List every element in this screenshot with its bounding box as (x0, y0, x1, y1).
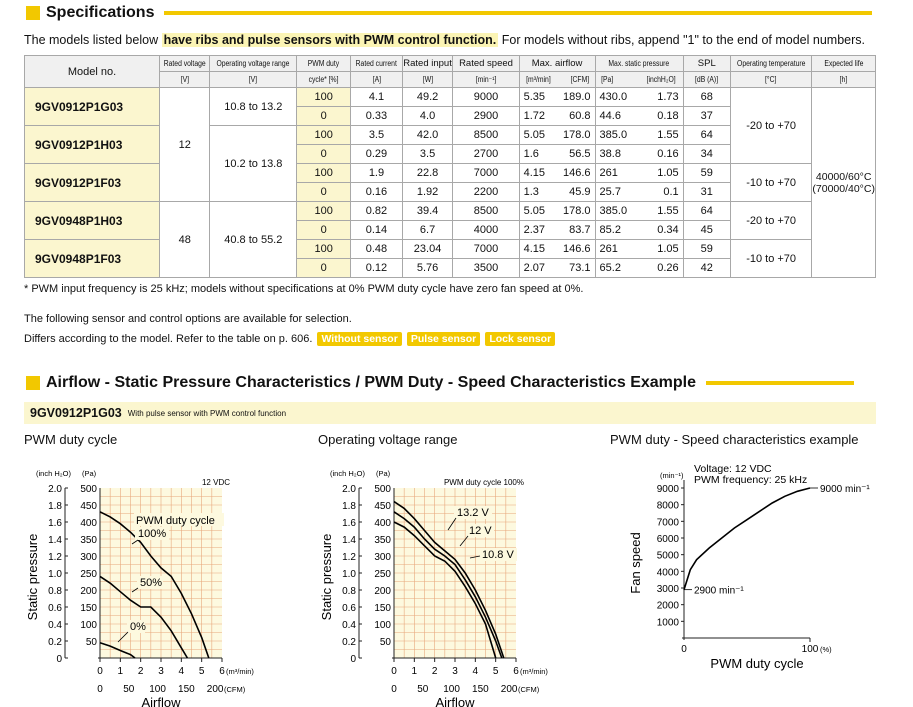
specifications-header (26, 4, 872, 22)
series-line-speed (684, 488, 810, 590)
series-label-2: 0% (130, 621, 146, 633)
x-tick: 4 (178, 666, 185, 677)
y-tick-inch: 0.6 (342, 603, 356, 614)
x2-tick: 0 (391, 684, 397, 695)
y-tick: 2000 (656, 600, 679, 612)
speed-cell: 8500 (453, 126, 519, 145)
y-tick-pa: 300 (374, 552, 391, 563)
y-label: Static pressure (25, 533, 40, 621)
x-label: PWM duty cycle (710, 656, 804, 671)
x2-unit: (CFM) (518, 685, 540, 694)
y-tick: 7000 (656, 517, 679, 529)
hdr-current: Rated current (351, 56, 402, 72)
x2-unit: (CFM) (224, 685, 246, 694)
y-tick: 5000 (656, 550, 679, 562)
y-tick: 3000 (656, 584, 679, 595)
pressure-cell: 44.6 0.18 (595, 107, 683, 126)
pwm-cell: 100 (297, 240, 351, 259)
y-unit-inch: (inch H₂O) (36, 469, 71, 478)
y-tick: 9000 (656, 484, 679, 495)
model-cell: 9GV0912P1G03 (25, 88, 160, 126)
y-tick-pa: 450 (374, 501, 391, 512)
spl-cell: 64 (683, 126, 730, 145)
pwm-cell: 100 (297, 164, 351, 183)
table-row (25, 88, 876, 107)
x-tick: 0 (97, 666, 103, 677)
spec-table (24, 55, 876, 278)
x-tick: 3 (452, 666, 458, 677)
section-rule (164, 11, 872, 15)
label-start: 2900 min⁻¹ (694, 585, 744, 597)
x-tick: 1 (117, 666, 124, 677)
x-unit: (%) (820, 645, 832, 654)
hdr-unit: [°C] (730, 72, 812, 88)
x-tick: 5 (492, 666, 499, 677)
spec-intro (24, 33, 865, 47)
current-cell: 0.33 (351, 107, 402, 126)
temp-cell: -20 to +70 (730, 88, 812, 164)
characteristics-header (26, 374, 854, 392)
spl-cell: 59 (683, 240, 730, 259)
hdr-unit: [Pa] [inchH₂O] (595, 72, 683, 88)
input-cell: 6.7 (402, 221, 453, 240)
y-tick-inch: 1.4 (48, 535, 62, 546)
pressure-cell: 38.8 0.16 (595, 145, 683, 164)
pwm-cell: 100 (297, 88, 351, 107)
y-tick-inch: 0.6 (48, 603, 62, 614)
x2-tick: 100 (443, 684, 460, 695)
table-row (25, 240, 876, 259)
y-label: Static pressure (319, 533, 334, 621)
spl-cell: 59 (683, 164, 730, 183)
hdr-rated-voltage: Rated voltage (160, 56, 210, 72)
input-cell: 39.4 (402, 202, 453, 221)
options-line-1: The following sensor and control options are available for selection. (24, 313, 352, 325)
x-tick: 5 (198, 666, 205, 677)
y-tick-pa: 150 (80, 603, 97, 614)
section-marker (26, 6, 40, 20)
y-tick-inch: 0.8 (342, 586, 356, 597)
speed-cell: 2200 (453, 183, 519, 202)
spl-cell: 37 (683, 107, 730, 126)
hdr-unit: [A] (351, 72, 402, 88)
y-unit-inch: (inch H₂O) (330, 469, 365, 478)
current-cell: 0.48 (351, 240, 402, 259)
x2-tick: 50 (123, 684, 135, 695)
op-range-cell: 10.2 to 13.8 (210, 126, 297, 202)
current-cell: 0.82 (351, 202, 402, 221)
speed-cell: 2900 (453, 107, 519, 126)
label-end: 9000 min⁻¹ (820, 484, 870, 495)
pressure-cell: 65.2 0.26 (595, 259, 683, 278)
y-tick-pa: 400 (80, 518, 97, 529)
pressure-cell: 430.0 1.73 (595, 88, 683, 107)
pwm-cell: 0 (297, 145, 351, 164)
hdr-life: Expected life (812, 56, 876, 72)
temp-cell: -10 to +70 (730, 240, 812, 278)
airflow-cell: 4.15 146.6 (519, 240, 595, 259)
x-label: Airflow (141, 695, 181, 707)
chart-pwm-duty-cycle (20, 462, 290, 707)
current-cell: 0.12 (351, 259, 402, 278)
badge-without-sensor: Without sensor (317, 332, 401, 346)
y-label: Fan speed (628, 532, 643, 594)
y-tick-inch: 2.0 (342, 484, 356, 495)
hdr-input: Rated input (402, 56, 453, 72)
x-tick: 4 (472, 666, 479, 677)
airflow-cell: 5.35 189.0 (519, 88, 595, 107)
badge-lock-sensor: Lock sensor (485, 332, 555, 346)
speed-cell: 3500 (453, 259, 519, 278)
y-tick-pa: 500 (374, 484, 391, 495)
y-unit-pa: (Pa) (82, 469, 97, 478)
hdr-op-voltage: Operating voltage range (210, 56, 297, 72)
section-rule (706, 381, 854, 385)
y-tick-inch: 1.8 (342, 501, 356, 512)
specifications-title: Specifications (46, 4, 155, 21)
x-tick: 6 (219, 666, 225, 677)
speed-cell: 4000 (453, 221, 519, 240)
example-model-sub: With pulse sensor with PWM control function (127, 408, 287, 418)
pwm-cell: 0 (297, 221, 351, 240)
annotation-frequency: PWM frequency: 25 kHz (694, 474, 808, 486)
y-tick-inch: 1.2 (342, 552, 356, 563)
y-tick-inch: 1.0 (342, 569, 356, 580)
y-tick-pa: 200 (80, 586, 97, 597)
y-tick-pa: 100 (374, 620, 391, 631)
rated-voltage-cell: 48 (160, 202, 210, 278)
x2-tick: 50 (417, 684, 429, 695)
spl-cell: 68 (683, 88, 730, 107)
chart1-title: PWM duty cycle (24, 432, 118, 447)
y-tick-pa: 250 (374, 569, 391, 580)
chart2-title: Operating voltage range (318, 432, 458, 447)
hdr-unit: [V] (160, 72, 210, 88)
input-cell: 3.5 (402, 145, 453, 164)
speed-cell: 7000 (453, 240, 519, 259)
airflow-cell: 2.07 73.1 (519, 259, 595, 278)
spl-cell: 34 (683, 145, 730, 164)
hdr-unit: [min⁻¹] (453, 72, 519, 88)
spl-cell: 42 (683, 259, 730, 278)
hdr-unit: cycle* [%] (297, 72, 351, 88)
x2-tick: 200 (500, 684, 518, 695)
hdr-pwm: PWM duty (297, 56, 351, 72)
chart-operating-voltage (314, 462, 584, 707)
input-cell: 1.92 (402, 183, 453, 202)
x-tick: 2 (137, 666, 144, 677)
y-tick-pa: 450 (80, 501, 97, 512)
badge-pulse-sensor: Pulse sensor (407, 332, 480, 346)
x-unit: (m³/min) (520, 667, 548, 676)
hdr-unit: [dB (A)] (683, 72, 730, 88)
series-label-2: 10.8 V (482, 549, 514, 561)
pwm-cell: 100 (297, 126, 351, 145)
x-tick: 2 (431, 666, 438, 677)
y-tick-inch: 0.2 (48, 637, 62, 648)
rated-voltage-cell: 12 (160, 88, 210, 202)
x-tick: 100 (801, 644, 819, 655)
current-cell: 4.1 (351, 88, 402, 107)
y-tick-pa: 400 (374, 518, 391, 529)
op-range-cell: 40.8 to 55.2 (210, 202, 297, 278)
chart-annotation: 12 VDC (201, 478, 230, 487)
pressure-cell: 85.2 0.34 (595, 221, 683, 240)
y-tick-pa: 350 (80, 535, 97, 546)
section-marker (26, 376, 40, 390)
y-tick-inch: 0.8 (48, 586, 62, 597)
model-cell: 9GV0948P1H03 (25, 202, 160, 240)
current-cell: 0.14 (351, 221, 402, 240)
pressure-cell: 25.7 0.1 (595, 183, 683, 202)
y-tick-inch: 0.4 (342, 620, 356, 631)
pwm-cell: 0 (297, 259, 351, 278)
y-tick-pa: 150 (374, 603, 391, 614)
pressure-cell: 385.0 1.55 (595, 126, 683, 145)
y-tick-inch: 1.8 (48, 501, 62, 512)
y-tick-pa: 350 (374, 535, 391, 546)
series-label-0: 100% (138, 528, 167, 540)
airflow-cell: 5.05 178.0 (519, 202, 595, 221)
input-cell: 23.04 (402, 240, 453, 259)
options-line-2 (24, 332, 555, 346)
input-cell: 42.0 (402, 126, 453, 145)
x2-tick: 150 (178, 684, 195, 695)
current-cell: 0.16 (351, 183, 402, 202)
x-tick: 1 (411, 666, 418, 677)
y-tick-inch: 1.6 (48, 518, 62, 529)
x2-tick: 150 (472, 684, 489, 695)
series-label-1: 50% (140, 577, 163, 589)
op-range-cell: 10.8 to 13.2 (210, 88, 297, 126)
intro-highlight: have ribs and pulse sensors with PWM control function. (163, 33, 497, 47)
table-row (25, 164, 876, 183)
y-tick-inch: 0 (350, 654, 356, 665)
airflow-cell: 1.72 60.8 (519, 107, 595, 126)
speed-cell: 2700 (453, 145, 519, 164)
x-unit: (m³/min) (226, 667, 254, 676)
y-tick-inch: 1.4 (342, 535, 356, 546)
characteristics-title: Airflow - Static Pressure Characteristics / PWM Duty - Speed Characteristics Example (46, 374, 696, 391)
chart-pwm-speed (620, 456, 900, 696)
x-tick: 0 (391, 666, 397, 677)
hdr-spl: SPL (683, 56, 730, 72)
y-tick-inch: 0.2 (342, 637, 356, 648)
airflow-cell: 1.6 56.5 (519, 145, 595, 164)
x-tick: 3 (158, 666, 164, 677)
speed-cell: 9000 (453, 88, 519, 107)
hdr-pressure: Max. static pressure (595, 56, 683, 72)
y-tick-pa: 100 (80, 620, 97, 631)
spl-cell: 45 (683, 221, 730, 240)
x2-tick: 0 (97, 684, 103, 695)
options-text: Differs according to the model. Refer to the table on p. 606. (24, 333, 313, 345)
pwm-cell: 100 (297, 202, 351, 221)
input-cell: 5.76 (402, 259, 453, 278)
y-tick-inch: 2.0 (48, 484, 62, 495)
y-tick-inch: 0 (56, 654, 62, 665)
current-cell: 0.29 (351, 145, 402, 164)
series-label-1: 12 V (469, 525, 492, 537)
life-cell: 40000/60°C (70000/40°C) (812, 88, 876, 278)
hdr-airflow: Max. airflow (519, 56, 595, 72)
x-tick: 6 (513, 666, 519, 677)
example-model-bar (24, 402, 876, 424)
chart3-title: PWM duty - Speed characteristics example (610, 432, 859, 447)
airflow-cell: 5.05 178.0 (519, 126, 595, 145)
y-tick: 6000 (656, 534, 679, 545)
hdr-unit: [h] (812, 72, 876, 88)
y-tick-inch: 1.6 (342, 518, 356, 529)
hdr-temp: Operating temperature (730, 56, 812, 72)
x2-tick: 200 (206, 684, 224, 695)
pwm-cell: 0 (297, 183, 351, 202)
temp-cell: -10 to +70 (730, 164, 812, 202)
y-tick-inch: 0.4 (48, 620, 62, 631)
input-cell: 4.0 (402, 107, 453, 126)
input-cell: 22.8 (402, 164, 453, 183)
hdr-unit: [W] (402, 72, 453, 88)
y-tick-inch: 1.2 (48, 552, 62, 563)
pressure-cell: 261 1.05 (595, 164, 683, 183)
y-tick-pa: 300 (80, 552, 97, 563)
hdr-speed: Rated speed (453, 56, 519, 72)
y-tick-pa: 500 (80, 484, 97, 495)
intro-text: The models listed below (24, 33, 162, 47)
spl-cell: 64 (683, 202, 730, 221)
x-label: Airflow (435, 695, 475, 707)
y-tick: 8000 (656, 500, 679, 512)
pressure-cell: 385.0 1.55 (595, 202, 683, 221)
speed-cell: 7000 (453, 164, 519, 183)
y-tick-pa: 50 (379, 637, 391, 648)
annotation-voltage: Voltage: 12 VDC (694, 463, 772, 475)
current-cell: 3.5 (351, 126, 402, 145)
airflow-cell: 2.37 83.7 (519, 221, 595, 240)
airflow-cell: 1.3 45.9 (519, 183, 595, 202)
temp-cell: -20 to +70 (730, 202, 812, 240)
spl-cell: 31 (683, 183, 730, 202)
y-tick-inch: 1.0 (48, 569, 62, 580)
table-row (25, 202, 876, 221)
x2-tick: 100 (149, 684, 166, 695)
model-cell: 9GV0948P1F03 (25, 240, 160, 278)
y-tick-pa: 200 (374, 586, 391, 597)
chart-annotation: PWM duty cycle 100% (443, 478, 524, 487)
in-chart-caption: PWM duty cycle (136, 515, 215, 527)
x-tick: 0 (681, 644, 687, 655)
y-unit-pa: (Pa) (376, 469, 391, 478)
hdr-model: Model no. (25, 56, 160, 88)
y-tick: 4000 (656, 567, 679, 579)
y-unit: (min⁻¹) (660, 471, 684, 480)
current-cell: 1.9 (351, 164, 402, 183)
hdr-unit: [V] (210, 72, 297, 88)
hdr-unit: [m³/min] [CFM] (519, 72, 595, 88)
y-tick-pa: 250 (80, 569, 97, 580)
intro-text-after: For models without ribs, append "1" to the end of model numbers. (498, 33, 865, 47)
airflow-cell: 4.15 146.6 (519, 164, 595, 183)
y-tick-pa: 50 (85, 637, 97, 648)
footnote: * PWM input frequency is 25 kHz; models without specifications at 0% PWM duty cycle have zero fan speed at 0%. (24, 283, 584, 295)
pressure-cell: 261 1.05 (595, 240, 683, 259)
speed-cell: 8500 (453, 202, 519, 221)
model-cell: 9GV0912P1H03 (25, 126, 160, 164)
series-label-0: 13.2 V (457, 507, 489, 519)
example-model: 9GV0912P1G03 (30, 406, 122, 420)
input-cell: 49.2 (402, 88, 453, 107)
model-cell: 9GV0912P1F03 (25, 164, 160, 202)
pwm-cell: 0 (297, 107, 351, 126)
y-tick: 1000 (656, 617, 679, 629)
